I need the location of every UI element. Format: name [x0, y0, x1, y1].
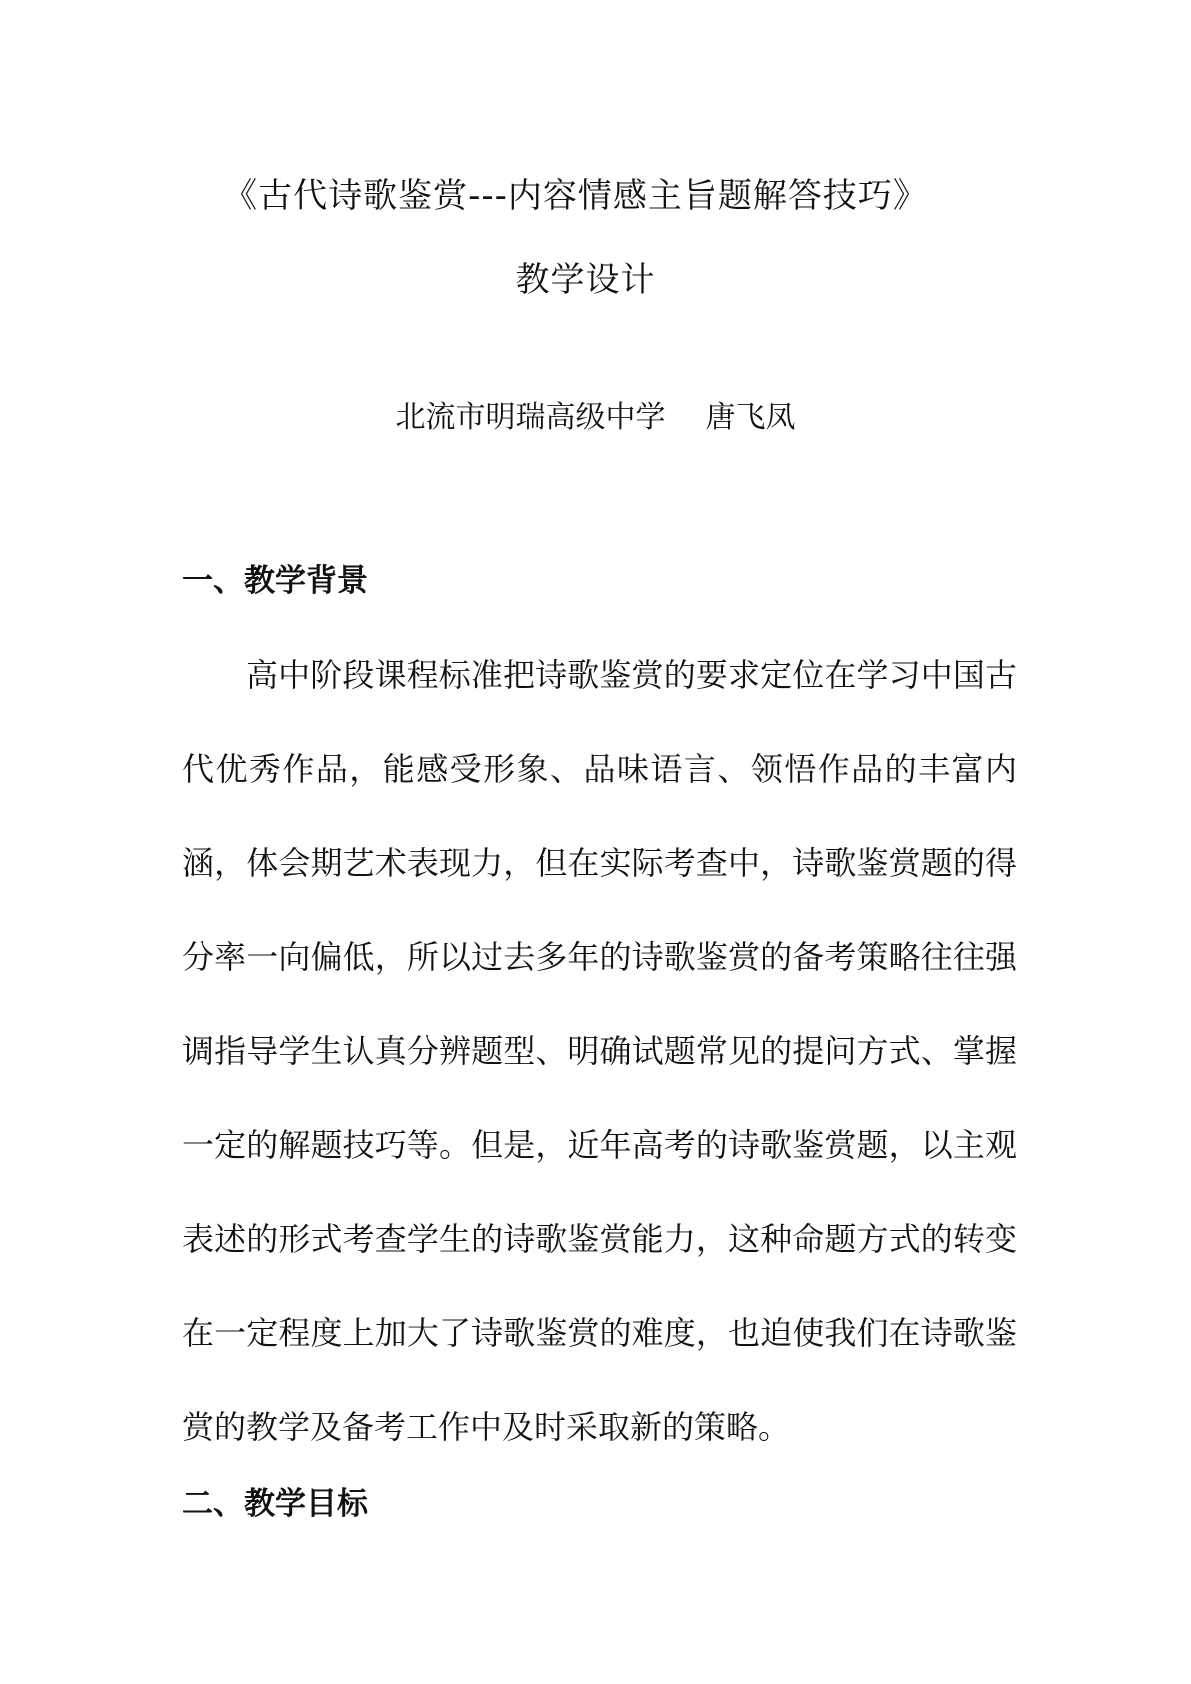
section-paragraph-background: 高中阶段课程标准把诗歌鉴赏的要求定位在学习中国古代优秀作品，能感受形象、品味语言、领悟作品的丰富内涵，体会期艺术表现力，但在实际考查中，诗歌鉴赏题的得分率一向偏低，所以过去多年的诗歌鉴赏的备考策略往往强调指导学生认真分辨题型、明确试题常见的提问方式、掌握一定的解题技巧等。但是，近年高考的诗歌鉴赏题，以主观表述的形式考查学生的诗歌鉴赏能力，这种命题方式的转变在一定程度上加大了诗歌鉴赏的难度，也迫使我们在诗歌鉴赏的教学及备考工作中及时采取新的策略。 — [182, 656, 1017, 1446]
section-heading-background: 一、教学背景 — [182, 563, 368, 599]
byline — [0, 392, 1191, 436]
document-subtitle: 教学设计 — [515, 260, 656, 300]
school-name: 北流市明瑞高级中学 — [395, 400, 666, 435]
author-name: 唐飞凤 — [705, 400, 796, 435]
section-heading-objectives: 二、教学目标 — [182, 1486, 368, 1522]
document-title: 《古代诗歌鉴赏---内容情感主旨题解答技巧》 — [223, 176, 928, 216]
